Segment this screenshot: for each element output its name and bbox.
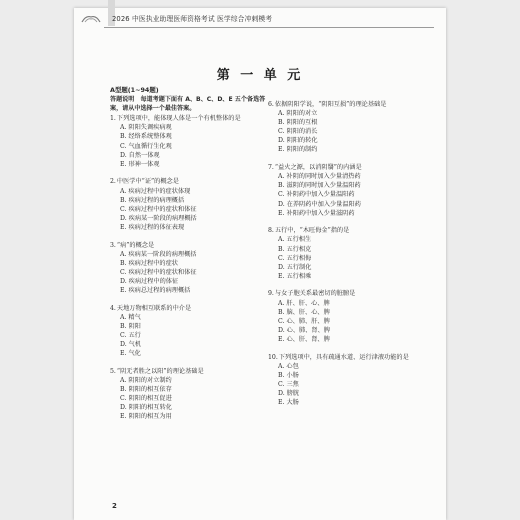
answer-option: B. 脑、肝、心、脾 xyxy=(278,308,330,316)
answer-option: B. 疾病过程的病理概括 xyxy=(120,196,185,204)
question-text: 依据阴阳学说，“阴阳互损”的理论基础是 xyxy=(274,101,387,108)
answer-option: B. 滋阴的同时加入少量温阳药 xyxy=(278,182,361,190)
answer-option: B. 经络系统整体观 xyxy=(120,133,172,141)
question-text: 下列选项中，能体现人体是一个有机整体的是 xyxy=(116,115,241,123)
answer-option: D. 阴阳的相互转化 xyxy=(120,404,172,412)
publisher-logo-icon xyxy=(80,11,102,25)
question-stem xyxy=(110,114,270,123)
question-number: 2. xyxy=(110,178,116,186)
answer-option: C. 心、肺、肝、脾 xyxy=(278,317,330,325)
answer-option: E. 疾病过程的体征表现 xyxy=(120,223,185,231)
question-item xyxy=(268,100,428,155)
question-list-right xyxy=(268,100,428,407)
answer-option: D. 阴阳的转化 xyxy=(278,137,318,145)
question-item xyxy=(268,226,428,281)
answer-option: E. 大肠 xyxy=(278,399,299,407)
question-stem xyxy=(110,241,270,250)
answer-option: C. 疾病过程中的症状和体征 xyxy=(120,268,197,276)
question-text: 五行中，“木旺侮金”指的是 xyxy=(274,227,350,235)
answer-option: B. 阴阳的相互依存 xyxy=(120,386,172,394)
question-stem xyxy=(268,353,428,362)
answer-option: B. 五行相克 xyxy=(278,245,312,253)
question-number: 4. xyxy=(110,304,116,312)
question-text: 与女子胞关系最密切的脏腑是 xyxy=(274,290,356,298)
question-text: 天地万物相互联系的中介是 xyxy=(116,304,192,312)
answer-option: C. 疾病过程中的症状和体征 xyxy=(120,205,197,213)
question-stem xyxy=(268,100,428,109)
answer-option: E. 阴阳的相互为用 xyxy=(120,413,172,421)
answer-option: D. 五行制化 xyxy=(278,263,312,271)
question-stem xyxy=(110,367,270,376)
answer-instructions: 答题说明 每道考题下面有 A、B、C、D、E 五个备选答案，请从中选择一个最佳答案。 xyxy=(110,96,266,112)
question-stem xyxy=(110,304,270,313)
question-number: 7. xyxy=(268,164,274,172)
answer-option: D. 疾病某一阶段的病理概括 xyxy=(120,214,197,222)
answer-option: E. 补阳药中加入少量滋阴药 xyxy=(278,209,355,217)
question-text: 下列选项中，具有疏通水道、运行津液功能的是 xyxy=(278,353,409,361)
question-text: “益火之源，以消阴翳”的内涵是 xyxy=(274,164,362,172)
question-item xyxy=(268,163,428,218)
answer-option: C. 阴阳的相互促进 xyxy=(120,395,172,403)
answer-option: A. 五行相生 xyxy=(278,236,312,244)
question-number: 1. xyxy=(110,115,116,123)
question-item xyxy=(268,289,428,344)
question-text: “病”的概念是 xyxy=(116,241,155,249)
answer-option: B. 阴阳的互根 xyxy=(278,119,318,127)
answer-option: E. 形神一体观 xyxy=(120,160,160,168)
answer-option: C. 五行 xyxy=(120,332,141,340)
question-item xyxy=(268,353,428,408)
left-column xyxy=(110,86,270,430)
section-title: A型题(1~94题) xyxy=(110,86,159,94)
answer-option: C. 三焦 xyxy=(278,380,299,388)
answer-option: A. 阴阳的对立制约 xyxy=(120,377,172,384)
question-text: 中医学中“证”的概念是 xyxy=(116,178,179,186)
answer-option: D. 疾病过程中的体征 xyxy=(120,277,179,285)
answer-option: B. 小肠 xyxy=(278,371,299,379)
running-header: 2026 中医执业助理医师资格考试 医学综合冲刺模考 xyxy=(112,15,273,23)
answer-option: E. 疾病总过程的病理概括 xyxy=(120,287,191,295)
question-item xyxy=(110,367,270,422)
question-text: “阴无者胜之以阳”的理论基础是 xyxy=(116,367,204,375)
header-divider xyxy=(104,27,434,28)
question-stem xyxy=(268,226,428,235)
question-number: 10. xyxy=(268,353,278,361)
question-stem xyxy=(268,163,428,172)
question-item xyxy=(110,114,270,169)
question-number: 6. xyxy=(268,101,274,108)
answer-option: D. 膀胱 xyxy=(278,390,300,397)
answer-option: B. 阴阳 xyxy=(120,322,141,330)
answer-option: D. 自然一体观 xyxy=(120,151,160,159)
question-number: 8. xyxy=(268,227,274,235)
answer-option: E. 五行相乘 xyxy=(278,272,312,280)
answer-option: E. 阴阳的制约 xyxy=(278,146,318,154)
answer-option: C. 阴阳的消长 xyxy=(278,128,318,136)
answer-option: C. 气血循行生化观 xyxy=(120,142,172,150)
answer-option: A. 疾病过程中的症状体现 xyxy=(120,187,191,195)
answer-option: A. 疾病某一阶段的病理概括 xyxy=(120,250,197,258)
answer-option: E. 气化 xyxy=(120,350,141,358)
question-item xyxy=(110,177,270,232)
page-number: 2 xyxy=(112,502,117,510)
question-stem xyxy=(268,289,428,298)
answer-option: A. 阴阳失调疾病观 xyxy=(120,124,172,132)
answer-option: D. 在养阴药中加入少量温阳药 xyxy=(278,200,361,208)
answer-option: E. 心、肝、肾、脾 xyxy=(278,335,330,343)
answer-option: B. 疾病过程中的症状 xyxy=(120,259,178,267)
answer-option: A. 补阴的同时加入少量清热药 xyxy=(278,173,361,181)
question-list-left xyxy=(110,114,270,421)
answer-option: A. 阴阳的对立 xyxy=(278,110,318,118)
unit-title: 第 一 单 元 xyxy=(216,68,304,83)
answer-option: A. 心包 xyxy=(278,362,299,370)
question-number: 3. xyxy=(110,241,116,249)
answer-option: C. 补阴药中加入少量温阳药 xyxy=(278,191,355,199)
answer-option: D. 气机 xyxy=(120,341,142,349)
question-number: 5. xyxy=(110,367,116,375)
answer-option: C. 五行相侮 xyxy=(278,254,312,262)
question-number: 9. xyxy=(268,290,274,298)
question-item xyxy=(110,241,270,296)
answer-option: D. 心、肺、肾、脾 xyxy=(278,326,330,334)
answer-option: A. 肝、肝、心、脾 xyxy=(278,299,330,307)
question-item xyxy=(110,304,270,359)
question-stem xyxy=(110,177,270,186)
right-column xyxy=(268,100,428,416)
answer-option: A. 精气 xyxy=(120,313,141,321)
